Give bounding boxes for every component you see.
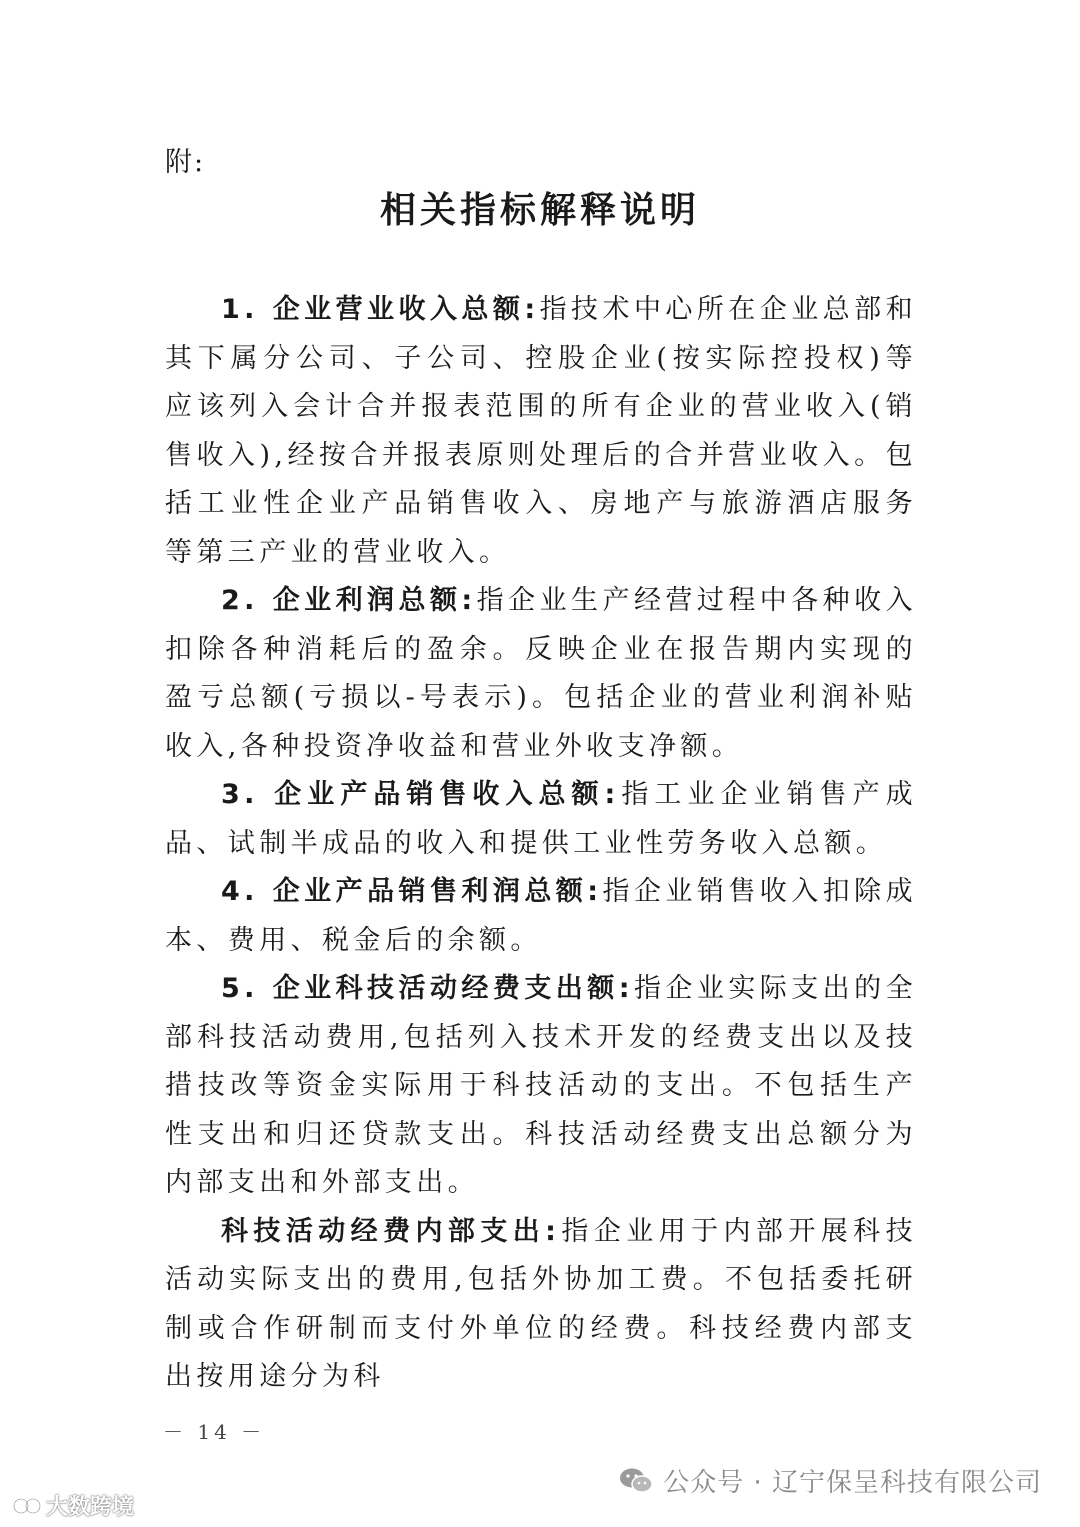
term-definition: 指企业实际支出的全部科技活动费用,包括列入技术开发的经费支出以及技措技改等资金实际用于科技活动的支出。不包括生产性支出和归还贷款支出。科技活动经费支出总额分为内部支出和外部支出。: [165, 973, 917, 1198]
paragraph-6: [165, 1208, 917, 1402]
paragraph-4: [165, 868, 917, 965]
logo-icon: [12, 1495, 42, 1517]
paragraph-1: [165, 286, 917, 577]
term-definition: 指企业生产经营过程中各种收入扣除各种消耗后的盈余。反映企业在报告期内实现的盈亏总额(亏损以-号表示)。包括企业的营业利润补贴收入,各种投资净收益和营业外收支净额。: [165, 585, 917, 762]
paragraph-3: [165, 771, 917, 868]
page-number: － 14 －: [163, 1420, 266, 1444]
term-label: 科技活动经费内部支出:: [221, 1215, 561, 1247]
term-label: 2. 企业利润总额:: [221, 585, 477, 616]
wechat-watermark: [619, 1462, 1042, 1499]
wechat-icon: [619, 1467, 653, 1495]
term-definition: 指技术中心所在企业总部和其下属分公司、子公司、控股企业(按实际控投权)等应该列入会计合并报表范围的所有企业的营业收入(销售收入),经按合并报表原则处理后的合并营业收入。包括工业性企业产品销售收入、房地产与旅游酒店服务等第三产业的营业收入。: [165, 294, 917, 568]
term-label: 5. 企业科技活动经费支出额:: [221, 973, 634, 1004]
document-body: [165, 286, 917, 1402]
term-definition: 指企业用于内部开展科技活动实际支出的费用,包括外协加工费。不包括委托研制或合作研制而支付外单位的经费。科技经费内部支出按用途分为科: [165, 1215, 917, 1392]
document-title: 相关指标解释说明: [379, 190, 700, 231]
bottom-logo: [12, 1490, 134, 1521]
term-label: 4. 企业产品销售利润总额:: [221, 876, 603, 907]
term-definition: 指工业企业销售产成品、试制半成品的收入和提供工业性劳务收入总额。: [165, 779, 917, 859]
term-label: 3. 企业产品销售收入总额:: [221, 779, 620, 810]
paragraph-5: [165, 965, 917, 1208]
attachment-label: 附:: [165, 147, 206, 178]
paragraph-2: [165, 577, 917, 771]
watermark-text: 公众号 · 辽宁保呈科技有限公司: [663, 1468, 1042, 1498]
term-label: 1. 企业营业收入总额:: [221, 294, 540, 325]
logo-text: 大数跨境: [46, 1495, 135, 1520]
term-definition: 指企业销售收入扣除成本、费用、税金后的余额。: [165, 876, 918, 956]
